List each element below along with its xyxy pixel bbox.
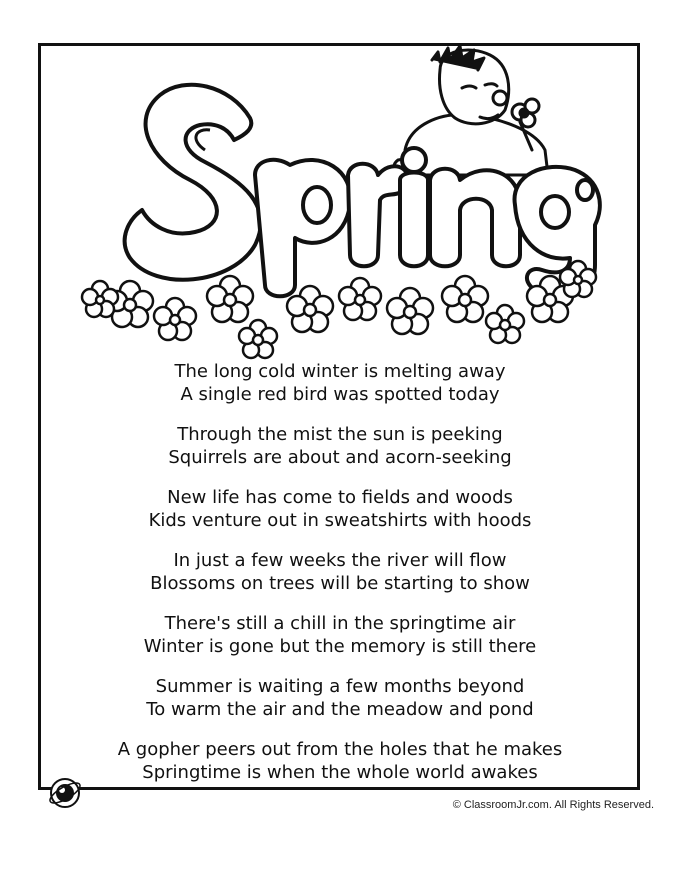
daisy-flower-icon [82, 281, 118, 317]
poem-line: The long cold winter is melting away [174, 361, 506, 382]
poem-line: There's still a chill in the springtime air [164, 613, 516, 634]
stanza [0, 486, 680, 532]
daisy-flower-icon [387, 288, 433, 334]
stanza [0, 738, 680, 784]
stanza [0, 549, 680, 595]
poem-line: To warm the air and the meadow and pond [146, 699, 534, 720]
poem-line: Through the mist the sun is peeking [177, 424, 503, 445]
stanza [0, 423, 680, 469]
daisy-flower-icon [207, 276, 253, 322]
stanza [0, 612, 680, 658]
poem-line: New life has come to fields and woods [167, 487, 513, 508]
poem-line: Blossoms on trees will be starting to show [150, 573, 530, 594]
orbit-logo-icon [47, 775, 83, 811]
poem-line: In just a few weeks the river will flow [173, 550, 507, 571]
stanza [0, 675, 680, 721]
poem-body [0, 360, 680, 801]
daisy-flower-icon [442, 276, 488, 322]
copyright-notice: © ClassroomJr.com. All Rights Reserved. [452, 799, 654, 811]
poem-line: Springtime is when the whole world awakes [142, 762, 538, 783]
daisy-flower-icon [486, 305, 524, 343]
title-artwork [0, 0, 680, 380]
daisy-flower-icon [339, 278, 381, 320]
poem-line: Kids venture out in sweatshirts with hoods [148, 510, 532, 531]
poem-line: A single red bird was spotted today [180, 384, 500, 405]
poem-line: Winter is gone but the memory is still there [143, 636, 537, 657]
poem-line: Squirrels are about and acorn-seeking [168, 447, 512, 468]
stanza [0, 360, 680, 406]
daisy-flower-icon [154, 298, 196, 340]
poem-line: Summer is waiting a few months beyond [155, 676, 525, 697]
daisy-flower-icon [239, 320, 277, 358]
poem-line: A gopher peers out from the holes that he makes [117, 739, 563, 760]
